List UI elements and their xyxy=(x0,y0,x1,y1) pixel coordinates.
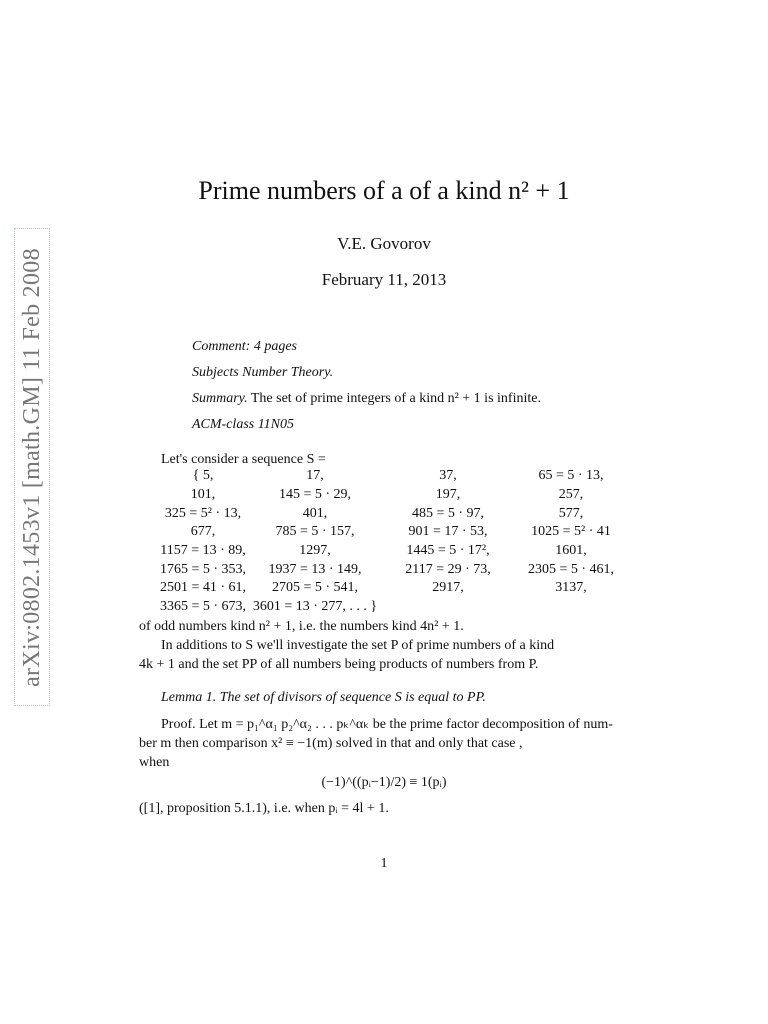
arxiv-stamp-text: arXiv:0802.1453v1 [math.GM] 11 Feb 2008 xyxy=(18,247,45,687)
sequence-cell: 65 = 5 · 13, xyxy=(538,468,604,484)
sequence-cell: 1297, xyxy=(299,543,331,559)
proof-line-1: Proof. Let m = p₁^α₁ p₂^α₂ . . . pₖ^αₖ be the prime factor decomposition of num- xyxy=(161,717,613,732)
sequence-cell: 1765 = 5 · 353, xyxy=(160,561,247,577)
summary-label: Summary. xyxy=(192,391,248,406)
sequence-cell: 257, xyxy=(558,487,584,503)
sequence-row xyxy=(160,523,640,542)
sequence-cell: 401, xyxy=(302,505,328,521)
lemma-1: Lemma 1. The set of divisors of sequence S is equal to PP. xyxy=(161,690,486,705)
sequence-row xyxy=(160,467,640,486)
display-equation: (−1)^((pᵢ−1)/2) ≡ 1(pᵢ) xyxy=(321,775,447,790)
sequence-cell: 677, xyxy=(190,524,216,540)
sequence-cell: 37, xyxy=(439,468,457,484)
sequence-cell: { 5, xyxy=(192,468,214,484)
sequence-cell: 145 = 5 · 29, xyxy=(278,487,352,503)
sequence-cell: 3601 = 13 · 277, . . . } xyxy=(252,599,378,615)
sequence-row xyxy=(160,598,640,617)
meta-comment: Comment: 4 pages xyxy=(192,339,297,354)
intro-line: Let's consider a sequence S = xyxy=(161,452,326,467)
sequence-row xyxy=(160,486,640,505)
page-number: 1 xyxy=(380,856,388,871)
arxiv-stamp xyxy=(14,228,50,706)
paper-title: Prime numbers of a of a kind n² + 1 xyxy=(198,176,570,205)
sequence-table xyxy=(160,467,640,617)
sequence-cell: 325 = 5² · 13, xyxy=(164,505,242,521)
sequence-cell: 1601, xyxy=(555,543,587,559)
odd-numbers-line: of odd numbers kind n² + 1, i.e. the numbers kind 4n² + 1. xyxy=(139,619,464,634)
closing-line: ([1], proposition 5.1.1), i.e. when pᵢ = 4l + 1. xyxy=(139,801,389,816)
sequence-cell: 1445 = 5 · 17², xyxy=(406,543,490,559)
sequence-cell: 785 = 5 · 157, xyxy=(275,524,355,540)
sequence-cell: 197, xyxy=(435,487,461,503)
sequence-cell: 3137, xyxy=(555,580,587,596)
sequence-cell: 2705 = 5 · 541, xyxy=(271,580,359,596)
sequence-cell: 2917, xyxy=(432,580,464,596)
sequence-cell: 1937 = 13 · 149, xyxy=(268,561,362,577)
sequence-cell: 901 = 17 · 53, xyxy=(408,524,488,540)
additions-line-1: In additions to S we'll investigate the set P of prime numbers of a kind xyxy=(161,638,555,653)
sequence-cell: 577, xyxy=(558,505,584,521)
meta-summary xyxy=(192,391,541,407)
summary-text: The set of prime integers of a kind n² + 1 is infinite. xyxy=(250,391,541,406)
proof-line-3: when xyxy=(139,755,170,770)
sequence-cell: 2117 = 29 · 73, xyxy=(405,561,491,577)
paper-date: February 11, 2013 xyxy=(321,270,447,289)
sequence-cell: 485 = 5 · 97, xyxy=(411,505,485,521)
sequence-cell: 101, xyxy=(190,487,216,503)
sequence-cell: 2501 = 41 · 61, xyxy=(160,580,247,596)
sequence-row xyxy=(160,542,640,561)
sequence-cell: 3365 = 5 · 673, xyxy=(160,599,247,615)
meta-subjects: Subjects Number Theory. xyxy=(192,365,334,380)
meta-acm: ACM-class 11N05 xyxy=(192,417,295,432)
sequence-cell: 1025 = 5² · 41 xyxy=(531,524,611,540)
sequence-row xyxy=(160,504,640,523)
sequence-row xyxy=(160,560,640,579)
paper-author: V.E. Govorov xyxy=(337,234,431,253)
sequence-cell: 17, xyxy=(306,468,324,484)
sequence-cell: 1157 = 13 · 89, xyxy=(160,543,246,559)
sequence-cell: 2305 = 5 · 461, xyxy=(527,561,615,577)
sequence-row xyxy=(160,579,640,598)
proof-line-2: ber m then comparison x² ≡ −1(m) solved in that and only that case , xyxy=(139,736,523,751)
additions-line-2: 4k + 1 and the set PP of all numbers being products of numbers from P. xyxy=(139,657,539,672)
